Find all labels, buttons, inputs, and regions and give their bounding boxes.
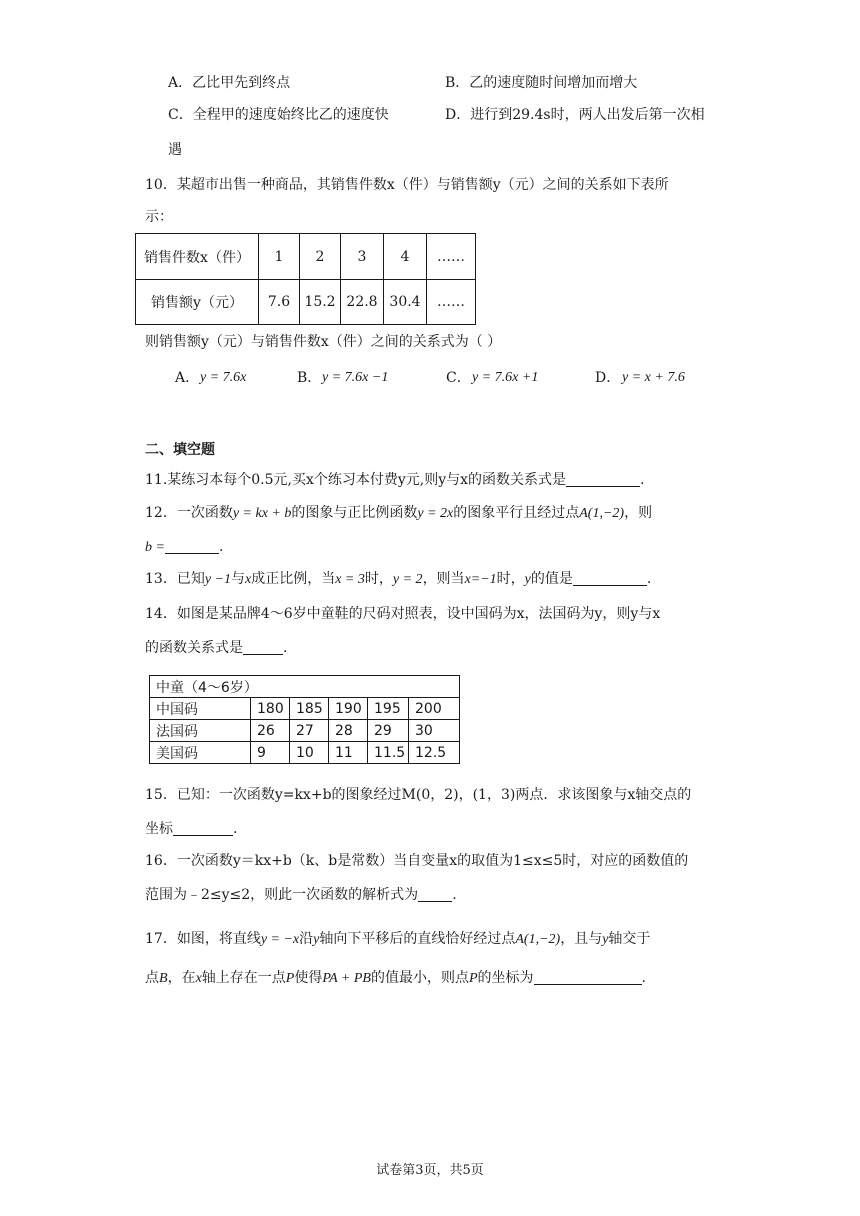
q12-line2: b = . (145, 539, 224, 555)
q14-text: 的函数关系式是 (145, 640, 243, 656)
table-cell: 3 (341, 234, 384, 280)
q17-text: 的值最小，则点 (370, 970, 469, 986)
q17-text: 轴交于 (608, 931, 651, 947)
table-cell: 4 (384, 234, 427, 280)
q13-expr: x = 3 (335, 572, 365, 587)
q9-option-d: D．进行到29.4s时，两人出发后第一次相 (445, 107, 705, 123)
table-cell: 11.5 (368, 742, 409, 764)
q17-expr: y (602, 932, 609, 947)
q12-point: A(1,−2) (579, 506, 625, 521)
q17-text: 轴向下平移后的直线恰好经过点 (319, 931, 516, 947)
q17-text: 轴上存在一点 (201, 970, 286, 986)
q17-expr: y = −x (260, 932, 300, 947)
table-cell: 200 (409, 698, 460, 720)
q17-text: 的坐标为 (477, 970, 534, 986)
q10-stem-line1: 10．某超市出售一种商品，其销售件数x（件）与销售额y（元）之间的关系如下表所 (145, 177, 669, 193)
q13-text: 与 (231, 571, 245, 587)
table-cell: 10 (290, 742, 329, 764)
table-cell: 销售额y（元） (136, 280, 259, 325)
q10-table (135, 233, 476, 325)
q9-option-c: C．全程甲的速度始终比乙的速度快 (168, 107, 389, 123)
q12-line1 (145, 503, 652, 524)
q10-option-a-label: A． (175, 370, 200, 386)
q15-line1: 15．已知：一次函数y=kx+b的图象经过M(0，2)，(1，3)两点．求该图象与x轴交点的 (145, 787, 692, 803)
q9-option-d-continued: 遇 (168, 142, 182, 158)
answer-blank (418, 887, 452, 902)
q17-expr: y (313, 932, 320, 947)
q12-text: 的图象与正比例函数 (291, 505, 418, 521)
q11: 11.某练习本每个0.5元,买x个练习本付费y元,则y与x的函数关系式是 . (145, 472, 645, 488)
table-cell: 190 (329, 698, 368, 720)
q10-option-b-formula: y = 7.6x −1 (322, 370, 389, 385)
table-cell: 中国码 (150, 698, 251, 720)
q10-stem-line2: 示： (145, 209, 173, 225)
q12-eq2: y = 2x (417, 506, 454, 521)
q17-line2: 点B，在x轴上存在一点P使得PA + PB的值最小，则点P的坐标为 . (145, 970, 646, 986)
q17-expr: PA + PB (322, 971, 371, 986)
table-cell: 185 (290, 698, 329, 720)
table-cell: 7.6 (259, 280, 300, 325)
q13-expr: x (245, 572, 252, 587)
table-row (150, 698, 460, 720)
table-header: 中童（4～6岁） (150, 676, 460, 698)
q13-expr: y = 2 (392, 572, 423, 587)
q9-option-b: B．乙的速度随时间增加而增大 (445, 75, 638, 91)
q12-eq1: y = kx + b (232, 506, 292, 521)
table-cell: 22.8 (341, 280, 384, 325)
q17-text: ，且与 (560, 931, 603, 947)
q9-option-a: A．乙比甲先到终点 (168, 75, 291, 91)
table-row (150, 742, 460, 764)
q17-expr: x (195, 971, 202, 986)
q12-b-label: b = (145, 540, 165, 555)
table-cell: 1 (259, 234, 300, 280)
answer-blank (165, 539, 219, 554)
table-cell: 9 (251, 742, 290, 764)
q13: 13．已知y −1与x成正比例，当x = 3时，y = 2，则当x=−1时，y的值是 . (145, 571, 652, 587)
answer-blank (173, 821, 233, 836)
table-cell: 30 (409, 720, 460, 742)
q10-question: 则销售额y（元）与销售件数x（件）之间的关系式为（ ） (145, 334, 502, 350)
q17-text: 沿 (299, 931, 314, 947)
table-row (136, 234, 476, 280)
answer-blank (534, 970, 642, 985)
q17-text: 17．如图，将直线 (145, 931, 261, 947)
q13-text: 时， (496, 571, 525, 587)
q10-option-b-label: B． (297, 370, 322, 386)
q17-expr: P (285, 971, 295, 986)
q16-line1: 16．一次函数y＝kx+b（k、b是常数）当自变量x的取值为1≤x≤5时，对应的函数值的 (145, 853, 689, 869)
table-row (150, 676, 460, 698)
table-cell: …… (427, 234, 476, 280)
q17-text: ，在 (167, 970, 196, 986)
table-cell: …… (427, 280, 476, 325)
table-cell: 28 (329, 720, 368, 742)
table-cell: 销售件数x（件） (136, 234, 259, 280)
q13-text: ，则当 (422, 571, 465, 587)
q15-text: 坐标 (145, 821, 173, 837)
table-cell: 12.5 (409, 742, 460, 764)
q15-line2: 坐标 . (145, 821, 238, 837)
table-cell: 美国码 (150, 742, 251, 764)
q13-text: 时， (364, 571, 393, 587)
table-cell: 11 (329, 742, 368, 764)
q10-option-a-formula: y = 7.6x (200, 370, 247, 385)
q12-text: 12．一次函数 (145, 505, 233, 521)
table-row (136, 280, 476, 325)
table-row (150, 720, 460, 742)
table-cell: 29 (368, 720, 409, 742)
table-cell: 30.4 (384, 280, 427, 325)
q13-text: 13．已知 (145, 571, 205, 587)
q13-expr: y −1 (204, 572, 231, 587)
table-cell: 2 (300, 234, 341, 280)
q17-expr: A(1,−2) (515, 932, 561, 947)
table-cell: 法国码 (150, 720, 251, 742)
shoe-size-table (149, 675, 460, 764)
q10-option-c-formula: y = 7.6x +1 (472, 370, 539, 385)
page-footer: 试卷第3页，共5页 (376, 1163, 484, 1178)
q13-text: 成正比例，当 (251, 571, 336, 587)
answer-blank (573, 571, 647, 586)
table-cell: 27 (290, 720, 329, 742)
q11-text: 11.某练习本每个0.5元,买x个练习本付费y元,则y与x的函数关系式是 (145, 472, 567, 488)
q13-expr: x=−1 (464, 572, 497, 587)
q17-expr: B (159, 971, 168, 986)
q12-text: ，则 (624, 505, 653, 521)
q10-option-d-formula: y = x + 7.6 (622, 370, 685, 385)
q12-text: 的图象平行且经过点 (453, 505, 580, 521)
q13-text: 的值是 (530, 571, 573, 587)
q10-option-c-label: C． (446, 370, 471, 386)
q17-text: 使得 (294, 970, 323, 986)
q13-expr: y (524, 572, 531, 587)
answer-blank (566, 472, 640, 487)
q10-option-d-label: D． (595, 370, 621, 386)
q14-line2: 的函数关系式是 . (145, 640, 288, 656)
q16-text: 范围为﹣2≤y≤2，则此一次函数的解析式为 (145, 887, 419, 903)
answer-blank (243, 640, 283, 655)
q17-text: 点 (145, 970, 159, 986)
table-cell: 180 (251, 698, 290, 720)
table-cell: 195 (368, 698, 409, 720)
q14-line1: 14．如图是某品牌4～6岁中童鞋的尺码对照表，设中国码为x，法国码为y，则y与x (145, 606, 661, 622)
q17-line1 (145, 929, 650, 950)
q16-line2: 范围为﹣2≤y≤2，则此一次函数的解析式为 . (145, 887, 457, 903)
section-title-fill-in: 二、填空题 (145, 442, 215, 458)
table-cell: 15.2 (300, 280, 341, 325)
table-cell: 26 (251, 720, 290, 742)
q17-expr: P (468, 971, 478, 986)
